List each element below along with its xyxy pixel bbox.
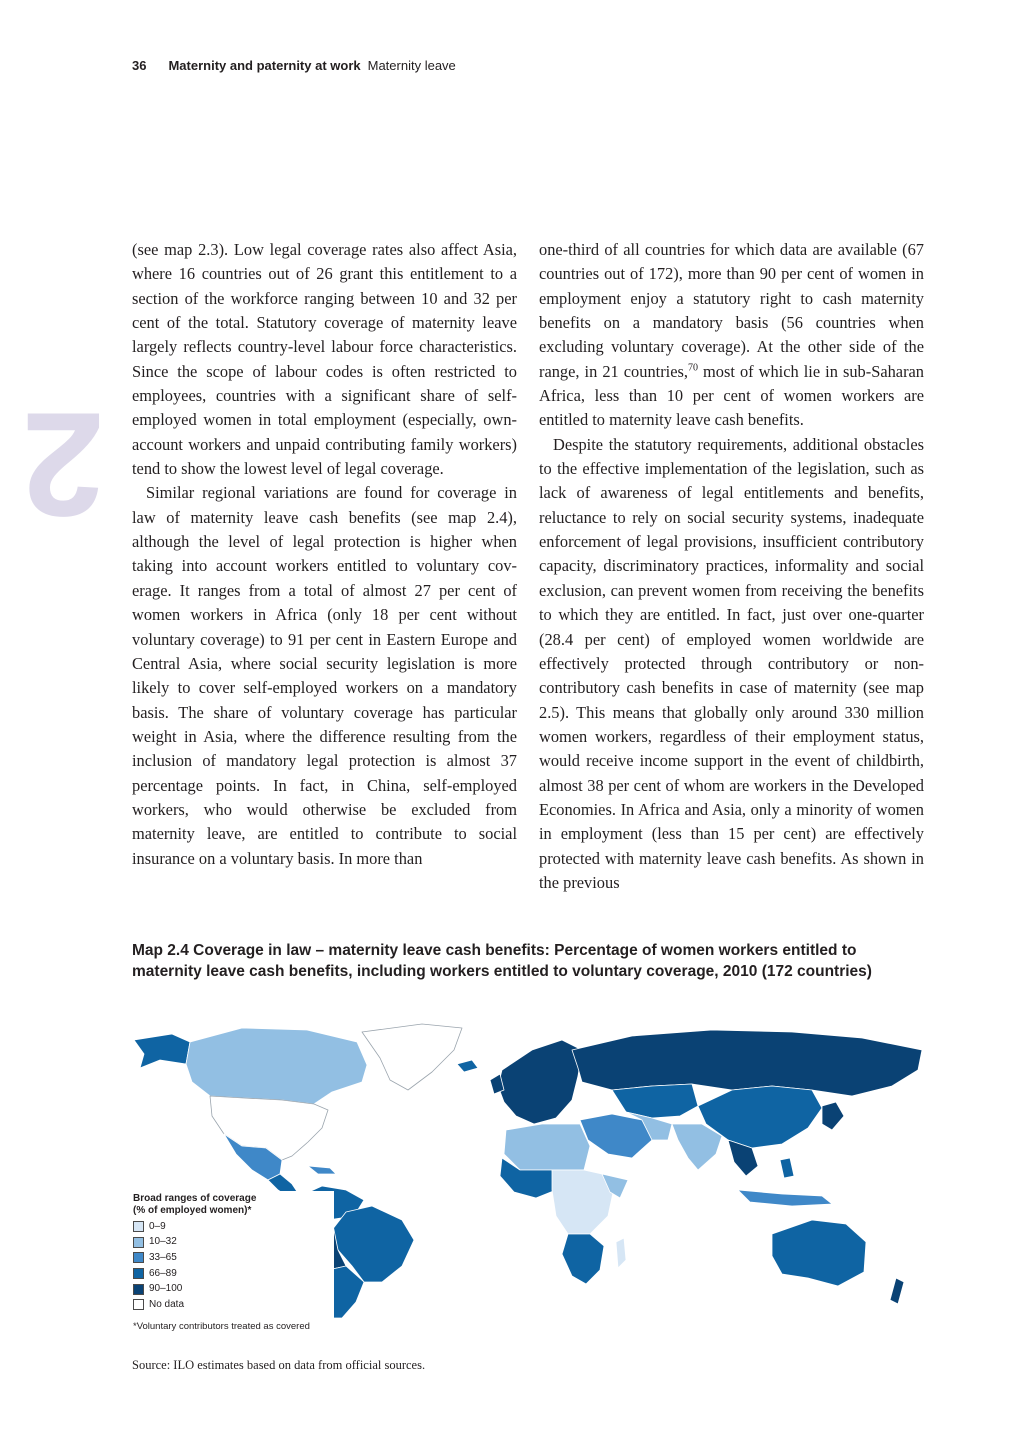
map-legend — [133, 1191, 334, 1333]
legend-label: 90–100 — [149, 1283, 183, 1295]
subsection-title: Maternity leave — [367, 58, 456, 73]
paragraph: Despite the statutory requirements, additional obstacles to the effective implementation of the legislation, such as lack of awareness of legal entitlements and benefits, reluctance to rely on social security systems, inadequate enforcement of legal provisions, insufficient contributory capacity, discriminatory practices, informality and social exclusion, can prevent women from receiving the benefits to which they are entitled. In fact, just over one-quarter (28.4 per cent) of employed women worldwide are effectively protected through contributory or non-contributory cash benefits in case of maternity (see map 2.5). This means that globally only around 330 million women workers, regardless of their employment status, would receive income support in the event of childbirth, almost 38 per cent of whom are workers in the Developed Economies. In Africa and Asia, only a minority of women in employment (less than 15 per cent) are effectively protected with maternity leave cash benefits. As shown in the previous — [539, 434, 924, 892]
legend-swatch — [133, 1284, 144, 1295]
legend-subtitle-line: (% of employed women)* — [133, 1205, 252, 1216]
map-region-philippines — [780, 1158, 794, 1178]
map-title-rest: Percentage of women workers entitled to maternity leave cash benefits, including workers entitled to voluntary coverage, 2010 (172 countries) — [132, 942, 872, 980]
map-region-europe — [498, 1040, 582, 1124]
chapter-number-text: 2 — [21, 381, 105, 547]
legend-label: 66–89 — [149, 1267, 177, 1279]
map-region-middle-east — [580, 1114, 652, 1158]
source-note: Source: ILO estimates based on data from official sources. — [132, 1358, 426, 1372]
chapter-number-mark — [21, 378, 105, 550]
legend-note: *Voluntary contributors treated as covered — [133, 1320, 310, 1332]
text-column-right — [539, 238, 924, 895]
legend-swatch — [133, 1299, 144, 1310]
legend-item — [133, 1266, 328, 1282]
legend-swatch — [133, 1252, 144, 1263]
map-region-australia — [772, 1220, 866, 1286]
map-region-canada — [186, 1028, 367, 1104]
paragraph-text: one-third of all countries for which data are available (67 countries out of 172), more than 90 per cent of women in employment enjoy a statutory right to cash maternity benefits on a mandatory basis (56 countries when excluding voluntary coverage). At the other side of the range, in 21 countries, — [539, 240, 924, 381]
map-region-north-africa — [504, 1124, 590, 1170]
map-region-caribbean — [308, 1166, 336, 1174]
map-title-lead: Map 2.4 Coverage in law – maternity leave cash benefits: — [132, 942, 550, 959]
legend-swatch — [133, 1237, 144, 1248]
page-number: 36 — [132, 58, 147, 73]
footnote-ref: 70 — [687, 362, 698, 374]
legend-swatch — [133, 1268, 144, 1279]
legend-label: No data — [149, 1298, 185, 1310]
legend-label: 33–65 — [149, 1251, 177, 1263]
section-title: Maternity and paternity at work — [168, 58, 361, 73]
legend-item — [133, 1219, 328, 1235]
legend-swatch — [133, 1221, 144, 1232]
map-region-new-zealand — [890, 1278, 904, 1304]
map-region-greenland — [362, 1024, 462, 1090]
map-region-russia — [572, 1030, 922, 1096]
map-region-southern-africa — [562, 1234, 604, 1284]
map-region-india — [672, 1124, 722, 1170]
legend-item — [133, 1235, 328, 1251]
map-region-east-asia — [822, 1102, 844, 1130]
map-region-alaska — [134, 1034, 190, 1068]
running-head — [132, 58, 456, 73]
map-region-iceland — [457, 1060, 478, 1072]
legend-item — [133, 1281, 328, 1297]
map-region-madagascar — [616, 1238, 626, 1268]
paragraph — [539, 238, 924, 433]
legend-label: 10–32 — [149, 1236, 177, 1248]
text-column-left — [132, 238, 517, 871]
paragraph: (see map 2.3). Low legal coverage rates also affect Asia, where 16 countries out of 26 grant this entitlement to a section of the workforce ranging between 10 and 32 per cent of the total. Statutory coverage of maternity leave largely reflects country-level labour force characteristics. Since the scope of labour codes is often restricted to employees, countries with a significant share of self-employed women in total employment (especially, own-account workers and unpaid contributing family workers) tend to show the lowest level of legal coverage. — [132, 240, 517, 479]
map-title — [132, 940, 922, 982]
paragraph: Similar regional variations are found for coverage in law of maternity leave cash benefits (see map 2.4), although the level of legal protection is higher when taking into account workers entitled to voluntary coverage. It ranges from a total of almost 27 per cent of women workers in Africa (only 18 per cent without voluntary coverage) to 91 per cent in Eastern Europe and Central Asia, where social security legislation is more likely to cover self-employed workers on a mandatory basis. The share of voluntary coverage has particular weight in Asia, where the difference resulting from the inclusion of mandatory legal protection is almost 37 percentage points. In fact, in China, self-employed workers, who would otherwise be excluded from maternity leave, are entitled to contribute to social insurance on a voluntary basis. In more than — [132, 483, 517, 868]
legend-title-line: Broad ranges of coverage — [133, 1193, 257, 1204]
legend-item — [133, 1297, 328, 1313]
map-region-central-asia — [612, 1084, 698, 1118]
legend-title — [133, 1193, 328, 1217]
legend-label: 0–9 — [149, 1220, 166, 1232]
paragraph-text: most of which lie in sub-Saharan Africa, less than 10 per cent of women workers are entitled to maternity leave cash benefits. — [539, 361, 924, 430]
legend-item — [133, 1250, 328, 1266]
map-region-indonesia — [738, 1190, 832, 1206]
